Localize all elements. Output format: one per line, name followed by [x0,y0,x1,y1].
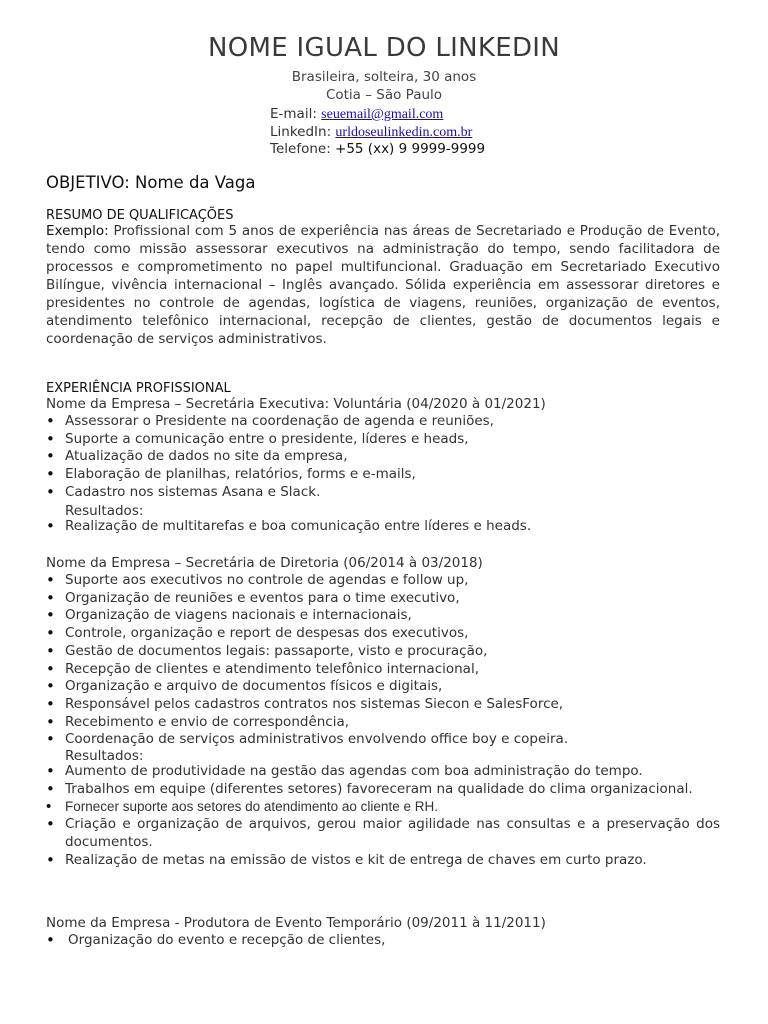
list-item: • Recepção de clientes e atendimento telefônico internacional, [46,661,720,679]
summary-label: Exemplo: [46,223,109,239]
list-item: • Elaboração de planilhas, relatórios, forms e e-mails, [46,466,720,484]
linkedin-link[interactable]: urldoseulinkedin.com.br [335,125,473,140]
summary-heading: RESUMO DE QUALIFICAÇÕES [46,208,234,223]
list-item: • Trabalhos em equipe (diferentes setores) favoreceram na qualidade do clima organizacional. [46,781,720,799]
summary-paragraph [46,222,720,348]
location: Cotia – São Paulo [325,87,443,103]
email-line [270,106,443,123]
list-item: • Controle, organização e report de despesas dos executivos, [46,625,720,643]
list-item: • Aumento de produtividade na gestão das agendas com boa administração do tempo. [46,763,720,781]
job-duties-list [46,572,720,749]
email-label: E-mail: [270,106,322,122]
list-item: • Coordenação de serviços administrativos envolvendo office boy e copeira. [46,731,720,749]
job-title: Nome da Empresa – Secretária Executiva: Voluntária (04/2020 à 01/2021) [46,396,546,412]
list-item: • Cadastro nos sistemas Asana e Slack. [46,484,720,502]
personal-info: Brasileira, solteira, 30 anos [291,69,477,85]
list-item: • Atualização de dados no site da empresa, [46,448,720,466]
list-item: • Suporte aos executivos no controle de agendas e follow up, [46,572,720,590]
job-title: Nome da Empresa - Produtora de Evento Temporário (09/2011 à 11/2011) [46,915,546,931]
job-title: Nome da Empresa – Secretária de Diretoria (06/2014 à 03/2018) [46,555,483,571]
job-duties-list [46,932,720,950]
results-label: Resultados: [65,503,144,519]
phone-label: Telefone: [270,141,336,157]
linkedin-line [270,124,472,141]
list-item: • Gestão de documentos legais: passaporte, visto e procuração, [46,643,720,661]
list-item: • Organização de reuniões e eventos para o time executivo, [46,590,720,608]
job-duties-list [46,413,720,502]
list-item: • Realização de multitarefas e boa comunicação entre líderes e heads. [46,518,720,536]
list-item: • Realização de metas na emissão de vistos e kit de entrega de chaves em curto prazo. [46,852,720,870]
phone-value: +55 (xx) 9 9999-9999 [335,141,486,157]
list-item: • Fornecer suporte aos setores do atendimento ao cliente e RH. [46,798,720,816]
objective-heading: OBJETIVO: Nome da Vaga [46,173,256,192]
list-item: • Suporte a comunicação entre o presidente, líderes e heads, [46,431,720,449]
list-item: • Organização do evento e recepção de clientes, [46,932,720,950]
list-item: • Responsável pelos cadastros contratos nos sistemas Siecon e SalesForce, [46,696,720,714]
results-label: Resultados: [65,748,144,764]
list-item: • Criação e organização de arquivos, gerou maior agilidade nas consultas e a preservação dos documentos. [46,816,720,851]
job-results-list [46,763,720,869]
page-title: NOME IGUAL DO LINKEDIN [208,33,560,63]
phone-line [270,141,485,157]
list-item: • Organização de viagens nacionais e internacionais, [46,607,720,625]
list-item: • Assessorar o Presidente na coordenação de agenda e reuniões, [46,413,720,431]
job-results-list [46,518,720,536]
email-link[interactable]: seuemail@gmail.com [321,107,444,122]
linkedin-label: LinkedIn: [270,124,336,140]
experience-heading: EXPERIÊNCIA PROFISSIONAL [46,381,231,396]
list-item: • Recebimento e envio de correspondência, [46,714,720,732]
list-item: • Organização e arquivo de documentos físicos e digitais, [46,678,720,696]
summary-text: Profissional com 5 anos de experiência nas áreas de Secretariado e Produção de Evento, tendo como missão assessorar executivos na administração do tempo, sendo facilitadora de processos e comprometimento no papel multifuncional. Graduação em Secretariado Executivo Bilíngue, vivência internacional – Inglês avançado. Sólida experiência em assessorar diretores e presidentes no controle de agendas, logística de viagens, reuniões, organização de eventos, atendimento telefônico internacional, recepção de clientes, gestão de documentos legais e coordenação de serviços administrativos. [46,223,720,347]
